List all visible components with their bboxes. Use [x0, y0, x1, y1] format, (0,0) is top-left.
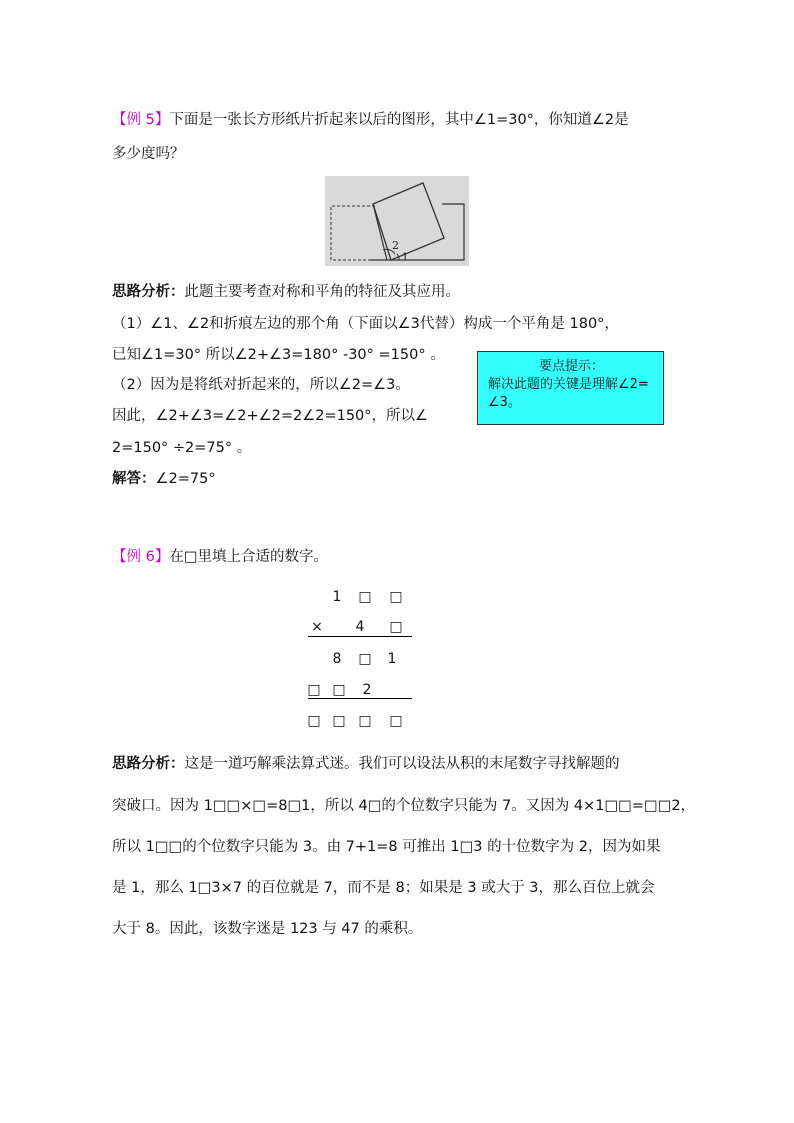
hint-line1: 解决此题的关键是理解∠2= [488, 377, 649, 392]
ex6-analysis-line3: 所以 1□□的个位数字只能为 3。由 7+1=8 可推出 1□3 的十位数字为 2，因为如果 [112, 839, 661, 855]
ex6-question-line [112, 545, 328, 566]
puzzle-r1-c1: 1 [332, 589, 342, 605]
ex6-analysis-line4: 是 1，那么 1□3×7 的百位就是 7，而不是 8；如果是 3 或大于 3，那么百位上就会 [112, 880, 655, 896]
puzzle-r4-c3: 2 [362, 682, 372, 698]
puzzle-r3-c1: 8 [332, 651, 342, 667]
ex5-step2-line2: 因此，∠2+∠3=∠2+∠2=2∠2=150°，所以∠ [112, 408, 429, 424]
puzzle-line-2 [308, 698, 412, 699]
puzzle-r3-c2: □ [358, 651, 372, 667]
ex5-question-line1 [112, 108, 629, 129]
puzzle-r1-c2: □ [358, 589, 372, 605]
hint-title: 要点提示： [538, 359, 604, 374]
ex6-tag: 【例 6】 [112, 549, 170, 565]
angle1-label: 1 [402, 252, 409, 263]
ex6-analysis-line1 [112, 752, 620, 773]
puzzle-r5-c3: □ [358, 713, 372, 729]
folded-paper-figure [325, 176, 469, 266]
puzzle-r2-times: × [311, 619, 323, 635]
puzzle-r5-c2: □ [332, 713, 346, 729]
puzzle-r1-c3: □ [389, 589, 403, 605]
ex5-question-line2: 多少度吗？ [112, 146, 185, 162]
puzzle-r3-c3: 1 [387, 651, 397, 667]
ex6-prompt: 在□里填上合适的数字。 [169, 549, 329, 565]
puzzle-r4-c1: □ [307, 682, 321, 698]
puzzle-r2-c2: 4 [355, 619, 365, 635]
puzzle-line-1 [308, 636, 412, 637]
ex5-question-text: 下面是一张长方形纸片折起来以后的图形，其中∠1=30°，你知道∠2是 [169, 112, 629, 128]
angle2-label: 2 [392, 239, 399, 252]
puzzle-r5-c1: □ [307, 713, 321, 729]
ex5-analysis-intro: 此题主要考查对称和平角的特征及其应用。 [184, 284, 460, 300]
ex5-answer-row [112, 467, 216, 488]
ex5-step1-line2: 已知∠1=30° 所以∠2+∠3=180° -30° =150° 。 [112, 347, 445, 363]
ex5-answer-label: 解答： [112, 471, 156, 487]
folded-paper-diagram [325, 176, 469, 266]
puzzle-r5-c4: □ [389, 713, 403, 729]
ex5-step2-line1: （2）因为是将纸对折起来的，所以∠2=∠3。 [112, 377, 410, 393]
ex6-analysis-text1: 这是一道巧解乘法算式迷。我们可以设法从积的末尾数字寻找解题的 [184, 756, 620, 772]
hint-line2: ∠3。 [488, 395, 521, 410]
ex6-analysis-line5: 大于 8。因此，该数字迷是 123 与 47 的乘积。 [112, 921, 423, 937]
ex5-tag: 【例 5】 [112, 112, 170, 128]
ex5-answer-text: ∠2=75° [155, 471, 216, 487]
key-point-hint-box [477, 351, 664, 425]
ex5-step1-line1: （1）∠1、∠2和折痕左边的那个角（下面以∠3代替）构成一个平角是 180°， [112, 316, 619, 332]
ex6-analysis-line2: 突破口。因为 1□□×□=8□1，所以 4□的个位数字只能为 7。又因为 4×1□□=□□2， [112, 798, 696, 814]
ex6-analysis-label: 思路分析： [112, 756, 185, 772]
puzzle-r2-c3: □ [389, 619, 403, 635]
ex5-step2-line3: 2=150° ÷2=75° 。 [112, 440, 252, 456]
ex5-analysis-label: 思路分析： [112, 284, 185, 300]
ex5-analysis-row [112, 280, 460, 301]
figure-background [325, 176, 469, 266]
puzzle-r4-c2: □ [332, 682, 346, 698]
